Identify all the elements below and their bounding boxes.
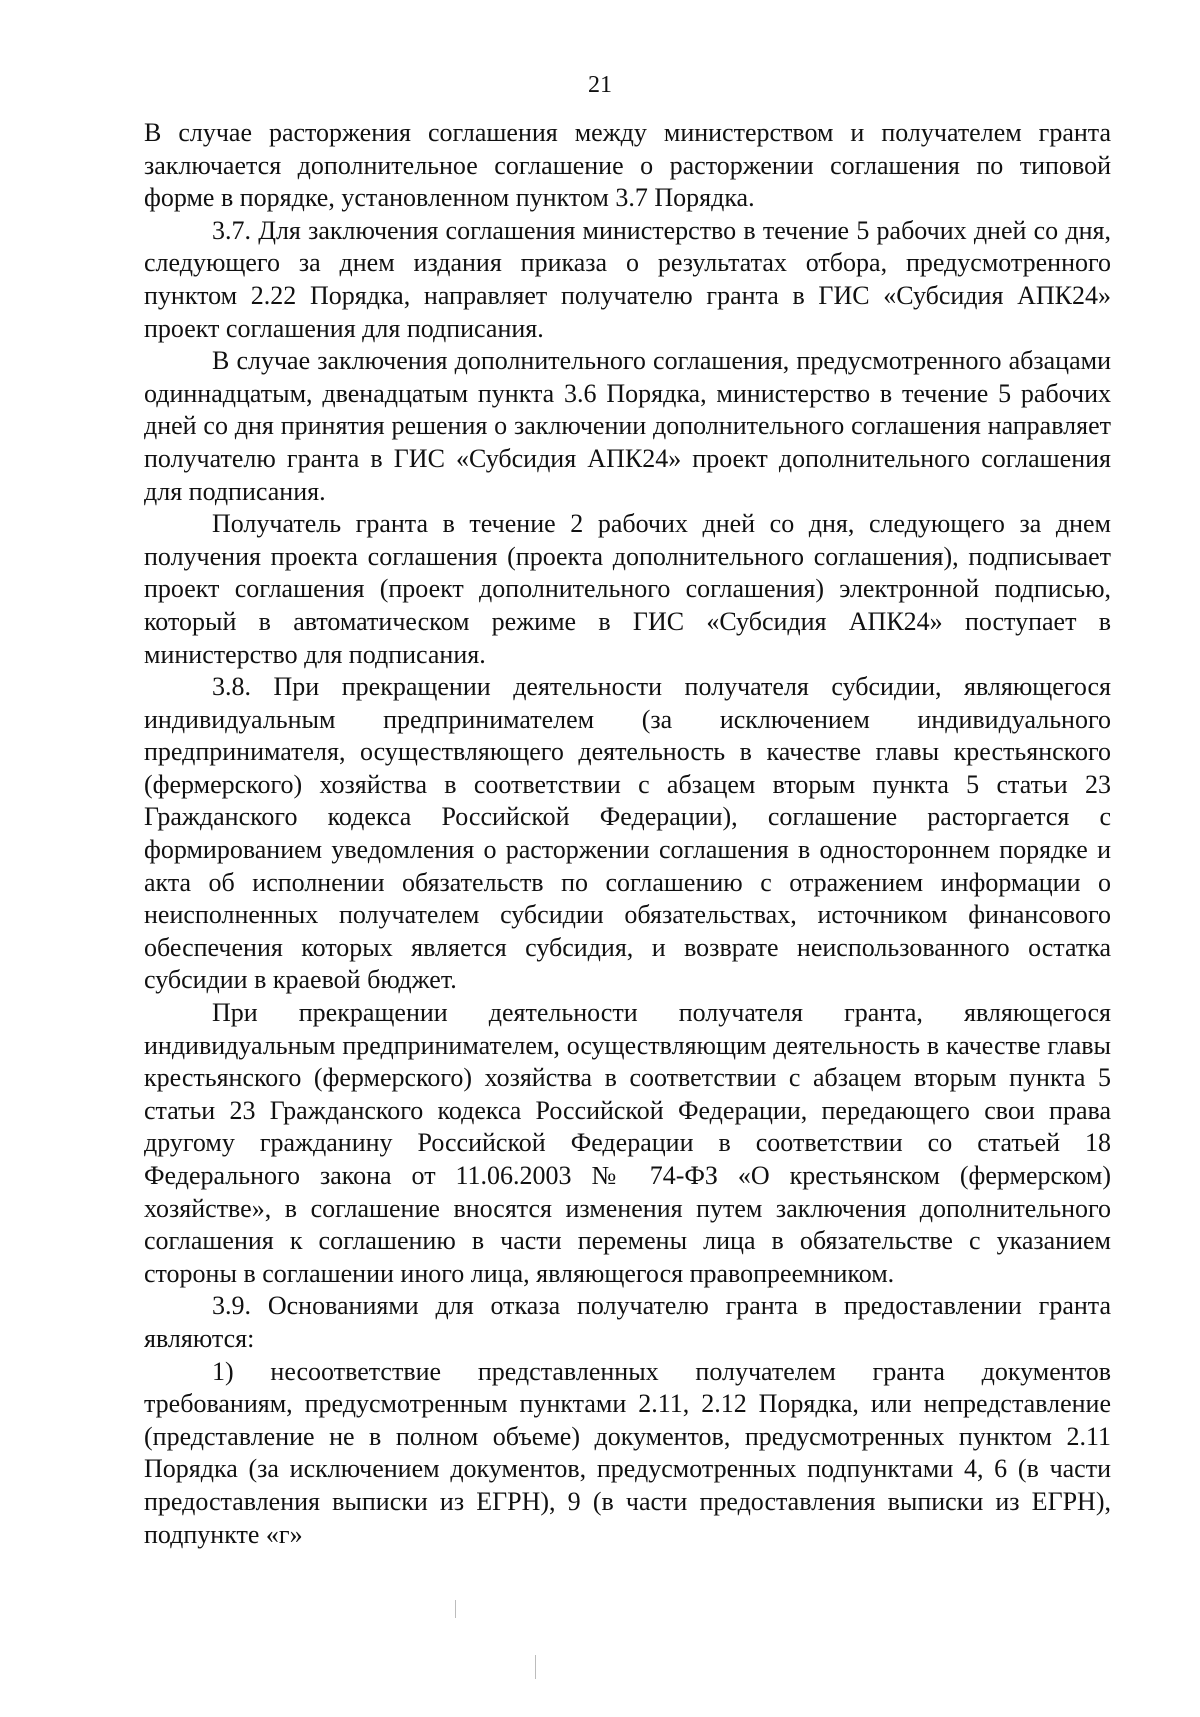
scan-artifact-line (455, 1600, 456, 1618)
paragraph-3-7-additional-agreement: В случае заключения дополнительного соглашения, предусмотренного абзацами одиннадцатым, двенадцатым пункта 3.6 Порядка, министерство в течение 5 рабочих дней со дня принятия решения о заключении дополнительного соглашения направляет получателю гранта в ГИС «Субсидия АПК24» проект дополнительного соглашения для подписания. (144, 346, 1111, 506)
paragraph-termination-agreement: В случае расторжения соглашения между министерством и получателем гранта заключается дополнительное соглашение о расторжении соглашения по типовой форме в порядке, установленном пунктом 3.7 Порядка. (144, 118, 1111, 213)
document-body (144, 117, 1111, 1551)
paragraph-3-9-item-1: 1) несоответствие представленных получателем гранта документов требованиям, предусмотренным пунктами 2.11, 2.12 Порядка, или непредставление (представление не в полном объеме) документов, предусмотренных пунктом 2.11 Порядка (за исключением документов, предусмотренных подпунктами 4, 6 (в части предоставления выписки из ЕГРН), 9 (в части предоставления выписки из ЕГРН), подпункте «г» (144, 1356, 1111, 1549)
paragraph-3-7-signing: Получатель гранта в течение 2 рабочих дней со дня, следующего за днем получения проекта соглашения (проекта дополнительного соглашения), подписывает проект соглашения (проект дополнительного соглашения) электронной подписью, который в автоматическом режиме в ГИС «Субсидия АПК24» поступает в министерство для подписания. (144, 509, 1111, 669)
page-number: 21 (588, 72, 612, 98)
paragraph-3-8: 3.8. При прекращении деятельности получателя субсидии, являющегося индивидуальным предпринимателем (за исключением индивидуального предпринимателя, осуществляющего деятельность в качестве главы крестьянского (фермерского) хозяйства в соответствии с абзацем вторым пункта 5 статьи 23 Гражданского кодекса Российской Федерации), соглашение расторгается с формированием уведомления о расторжении соглашения в одностороннем порядке и акта об исполнении обязательств по соглашению с отражением информации о неисполненных получателем субсидии обязательствах, источником финансового обеспечения которых является субсидия, и возврате неиспользованного остатка субсидии в краевой бюджет. (144, 672, 1111, 995)
paragraph-3-9: 3.9. Основаниями для отказа получателю гранта в предоставлении гранта являются: (144, 1291, 1111, 1353)
paragraph-3-7: 3.7. Для заключения соглашения министерство в течение 5 рабочих дней со дня, следующего за днем издания приказа о результатах отбора, предусмотренного пунктом 2.22 Порядка, направляет получателю гранта в ГИС «Субсидия АПК24» проект соглашения для подписания. (144, 215, 1111, 343)
scan-artifact-line (535, 1655, 536, 1679)
paragraph-3-8-farm-transfer: При прекращении деятельности получателя гранта, являющегося индивидуальным предпринимателем, осуществляющим деятельность в качестве главы крестьянского (фермерского) хозяйства в соответствии с абзацем вторым пункта 5 статьи 23 Гражданского кодекса Российской Федерации, передающего свои права другому гражданину Российской Федерации в соответствии со статьей 18 Федерального закона от 11.06.2003 № 74-ФЗ «О крестьянском (фермерском) хозяйстве», в соглашение вносятся изменения путем заключения дополнительного соглашения к соглашению в части перемены лица в обязательстве с указанием стороны в соглашении иного лица, являющегося правопреемником. (144, 998, 1111, 1288)
